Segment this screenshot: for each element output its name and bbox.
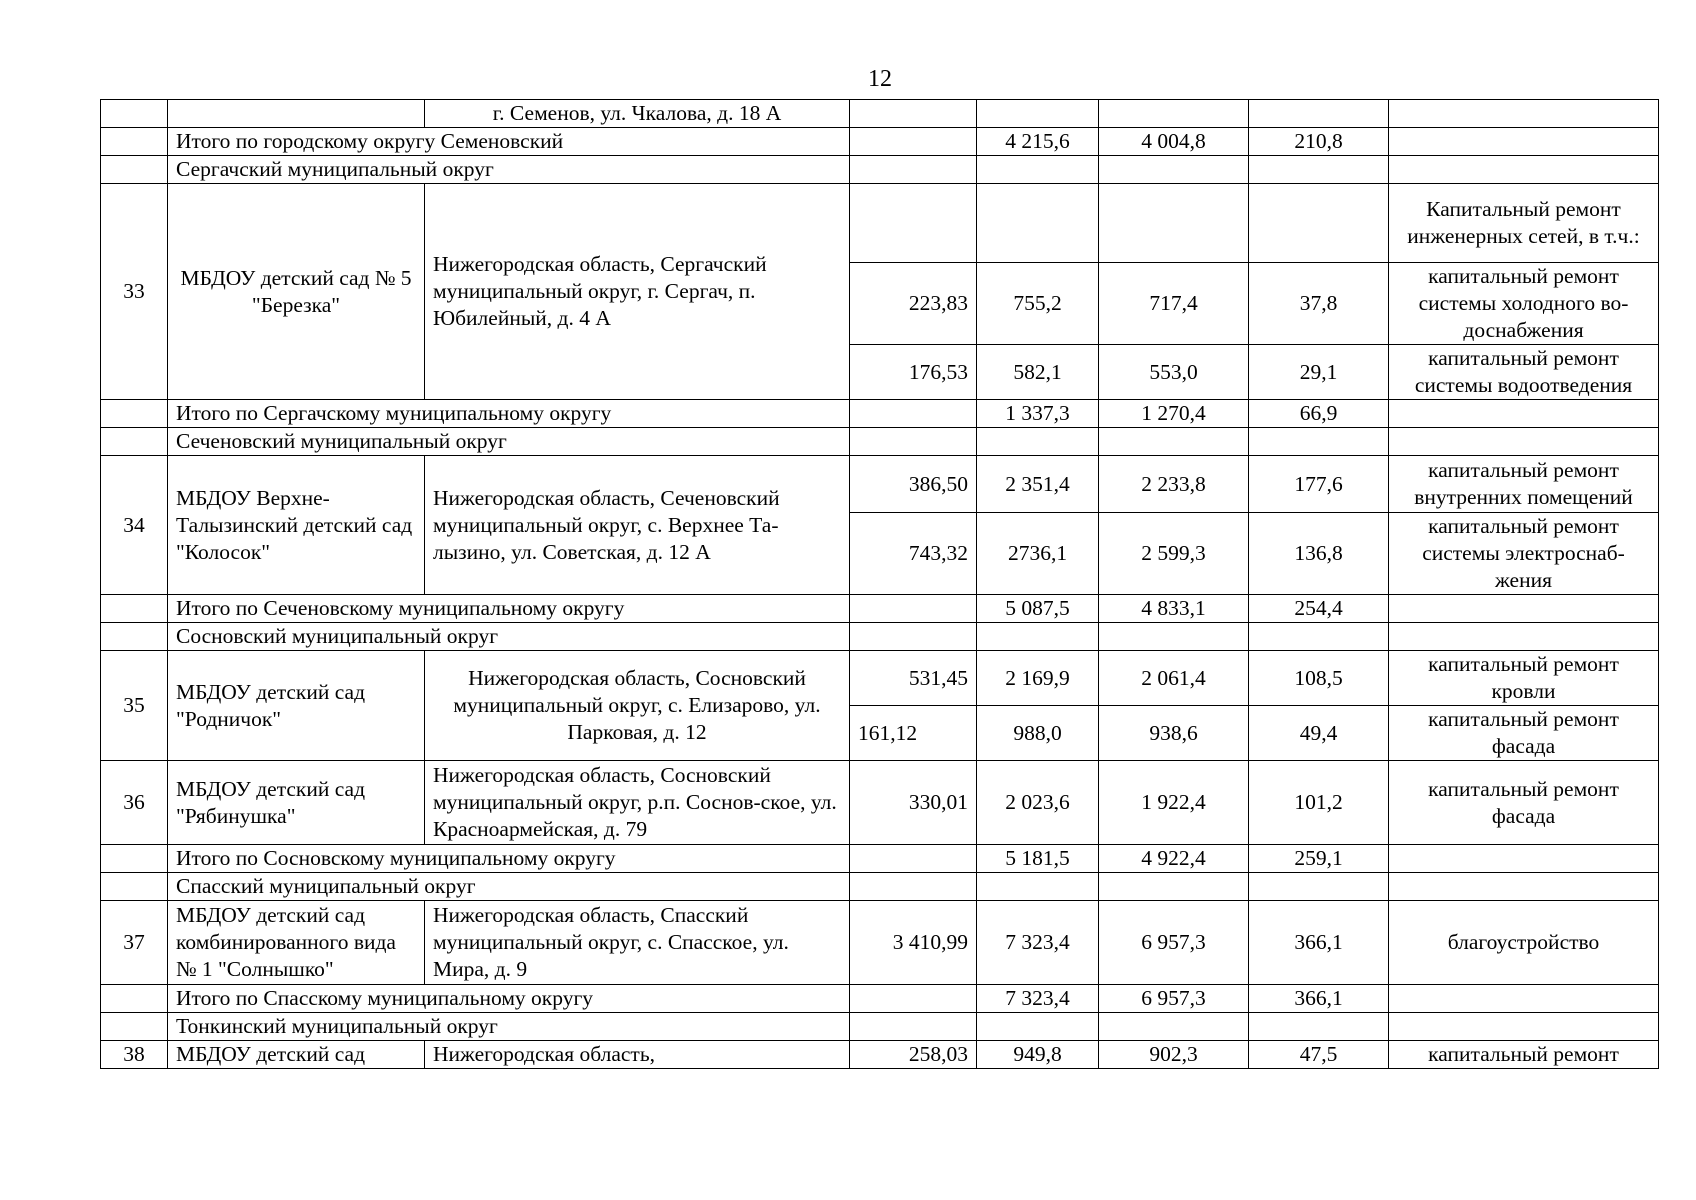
table-row	[101, 100, 1659, 128]
cell-regional: 4 922,4	[1099, 845, 1249, 873]
cell-total: 582,1	[977, 345, 1099, 400]
cell-regional	[1099, 100, 1249, 128]
table-row	[101, 1041, 1659, 1069]
cell-local: 177,6	[1249, 456, 1389, 513]
cell-regional: 2 061,4	[1099, 651, 1249, 706]
subtotal-row	[101, 595, 1659, 623]
cell-regional: 717,4	[1099, 263, 1249, 345]
cell-work: Капитальный ремонт инженерных сетей, в т.ч.:	[1389, 184, 1659, 263]
table-row	[101, 901, 1659, 985]
subtotal-label: Итого по городскому округу Семеновский	[168, 128, 850, 156]
cell-local: 101,2	[1249, 761, 1389, 845]
subtotal-label: Итого по Сеченовскому муниципальному округу	[168, 595, 850, 623]
cell-area: 258,03	[850, 1041, 977, 1069]
cell-regional: 1 922,4	[1099, 761, 1249, 845]
district-label: Сергачский муниципальный округ	[168, 156, 850, 184]
cell-work: капитальный ремонт системы водоотведения	[1389, 345, 1659, 400]
cell-local: 49,4	[1249, 706, 1389, 761]
cell-local	[1249, 100, 1389, 128]
cell-local: 210,8	[1249, 128, 1389, 156]
cell-total: 755,2	[977, 263, 1099, 345]
cell-regional: 1 270,4	[1099, 400, 1249, 428]
cell-address: Нижегородская область, Сеченовский муниципальный округ, с. Верхнее Та-лызино, ул. Советская, д. 12 А	[425, 456, 850, 595]
cell-area: 176,53	[850, 345, 977, 400]
district-row	[101, 1013, 1659, 1041]
cell-local: 47,5	[1249, 1041, 1389, 1069]
cell-address: Нижегородская область, Сергачский муниципальный округ, г. Сергач, п. Юбилейный, д. 4 А	[425, 184, 850, 400]
cell-total	[977, 100, 1099, 128]
cell-work: капитальный ремонт	[1389, 1041, 1659, 1069]
cell-total: 4 215,6	[977, 128, 1099, 156]
works-table	[100, 99, 1659, 1069]
cell-regional: 2 599,3	[1099, 513, 1249, 595]
cell-name: МБДОУ детский сад № 5 "Березка"	[168, 184, 425, 400]
cell-total: 1 337,3	[977, 400, 1099, 428]
subtotal-label: Итого по Сосновскому муниципальному округу	[168, 845, 850, 873]
cell-address: Нижегородская область,	[425, 1041, 850, 1069]
cell-area	[850, 100, 977, 128]
district-row	[101, 873, 1659, 901]
cell-local: 254,4	[1249, 595, 1389, 623]
cell-area: 743,32	[850, 513, 977, 595]
cell-total: 949,8	[977, 1041, 1099, 1069]
subtotal-row	[101, 985, 1659, 1013]
district-label: Сеченовский муниципальный округ	[168, 428, 850, 456]
cell-num	[101, 100, 168, 128]
cell-total: 5 181,5	[977, 845, 1099, 873]
cell-regional: 6 957,3	[1099, 985, 1249, 1013]
cell-local: 66,9	[1249, 400, 1389, 428]
cell-num: 37	[101, 901, 168, 985]
cell-total: 988,0	[977, 706, 1099, 761]
district-row	[101, 428, 1659, 456]
cell-total: 2 023,6	[977, 761, 1099, 845]
cell-work: капитальный ремонт фасада	[1389, 706, 1659, 761]
cell-num: 33	[101, 184, 168, 400]
cell-work	[1389, 100, 1659, 128]
table-row	[101, 651, 1659, 706]
cell-address: Нижегородская область, Сосновский муниципальный округ, с. Елизарово, ул. Парковая, д. 12	[425, 651, 850, 761]
district-label: Сосновский муниципальный округ	[168, 623, 850, 651]
cell-regional: 938,6	[1099, 706, 1249, 761]
subtotal-row	[101, 400, 1659, 428]
cell-regional: 4 004,8	[1099, 128, 1249, 156]
cell-total: 7 323,4	[977, 985, 1099, 1013]
cell-num: 35	[101, 651, 168, 761]
cell-regional: 553,0	[1099, 345, 1249, 400]
cell-total: 7 323,4	[977, 901, 1099, 985]
cell-regional: 2 233,8	[1099, 456, 1249, 513]
page-number: 12	[868, 66, 892, 92]
district-label: Спасский муниципальный округ	[168, 873, 850, 901]
cell-local: 259,1	[1249, 845, 1389, 873]
cell-work: капитальный ремонт системы холодного во-доснабжения	[1389, 263, 1659, 345]
table-row	[101, 184, 1659, 263]
cell-regional: 6 957,3	[1099, 901, 1249, 985]
cell-area: 161,12	[850, 706, 977, 761]
subtotal-row	[101, 845, 1659, 873]
cell-local: 29,1	[1249, 345, 1389, 400]
district-row	[101, 156, 1659, 184]
cell-total: 2736,1	[977, 513, 1099, 595]
subtotal-label: Итого по Спасскому муниципальному округу	[168, 985, 850, 1013]
cell-area: 330,01	[850, 761, 977, 845]
cell-work: капитальный ремонт системы электроснаб-жения	[1389, 513, 1659, 595]
cell-work: благоустройство	[1389, 901, 1659, 985]
cell-name	[168, 100, 425, 128]
cell-area: 3 410,99	[850, 901, 977, 985]
cell-num: 38	[101, 1041, 168, 1069]
cell-name: МБДОУ Верхне-Талызинский детский сад "Колосок"	[168, 456, 425, 595]
subtotal-label: Итого по Сергачскому муниципальному округу	[168, 400, 850, 428]
cell-total: 5 087,5	[977, 595, 1099, 623]
cell-local: 366,1	[1249, 901, 1389, 985]
cell-work: капитальный ремонт внутренних помещений	[1389, 456, 1659, 513]
cell-name: МБДОУ детский сад	[168, 1041, 425, 1069]
table-row	[101, 761, 1659, 845]
district-row	[101, 623, 1659, 651]
cell-address: Нижегородская область, Спасский муниципальный округ, с. Спасское, ул. Мира, д. 9	[425, 901, 850, 985]
cell-local: 136,8	[1249, 513, 1389, 595]
cell-name: МБДОУ детский сад комбинированного вида № 1 "Солнышко"	[168, 901, 425, 985]
cell-area: 386,50	[850, 456, 977, 513]
cell-work: капитальный ремонт фасада	[1389, 761, 1659, 845]
cell-address: г. Семенов, ул. Чкалова, д. 18 А	[425, 100, 850, 128]
cell-local: 37,8	[1249, 263, 1389, 345]
district-label: Тонкинский муниципальный округ	[168, 1013, 850, 1041]
cell-work: капитальный ремонт кровли	[1389, 651, 1659, 706]
table-row	[101, 456, 1659, 513]
cell-total: 2 169,9	[977, 651, 1099, 706]
cell-name: МБДОУ детский сад "Рябинушка"	[168, 761, 425, 845]
cell-area: 531,45	[850, 651, 977, 706]
cell-name: МБДОУ детский сад "Родничок"	[168, 651, 425, 761]
cell-local: 108,5	[1249, 651, 1389, 706]
cell-local: 366,1	[1249, 985, 1389, 1013]
cell-regional: 4 833,1	[1099, 595, 1249, 623]
cell-address: Нижегородская область, Сосновский муниципальный округ, р.п. Соснов-ское, ул. Красноармейская, д. 79	[425, 761, 850, 845]
subtotal-row	[101, 128, 1659, 156]
cell-area: 223,83	[850, 263, 977, 345]
cell-regional: 902,3	[1099, 1041, 1249, 1069]
cell-num: 36	[101, 761, 168, 845]
cell-total: 2 351,4	[977, 456, 1099, 513]
cell-num: 34	[101, 456, 168, 595]
